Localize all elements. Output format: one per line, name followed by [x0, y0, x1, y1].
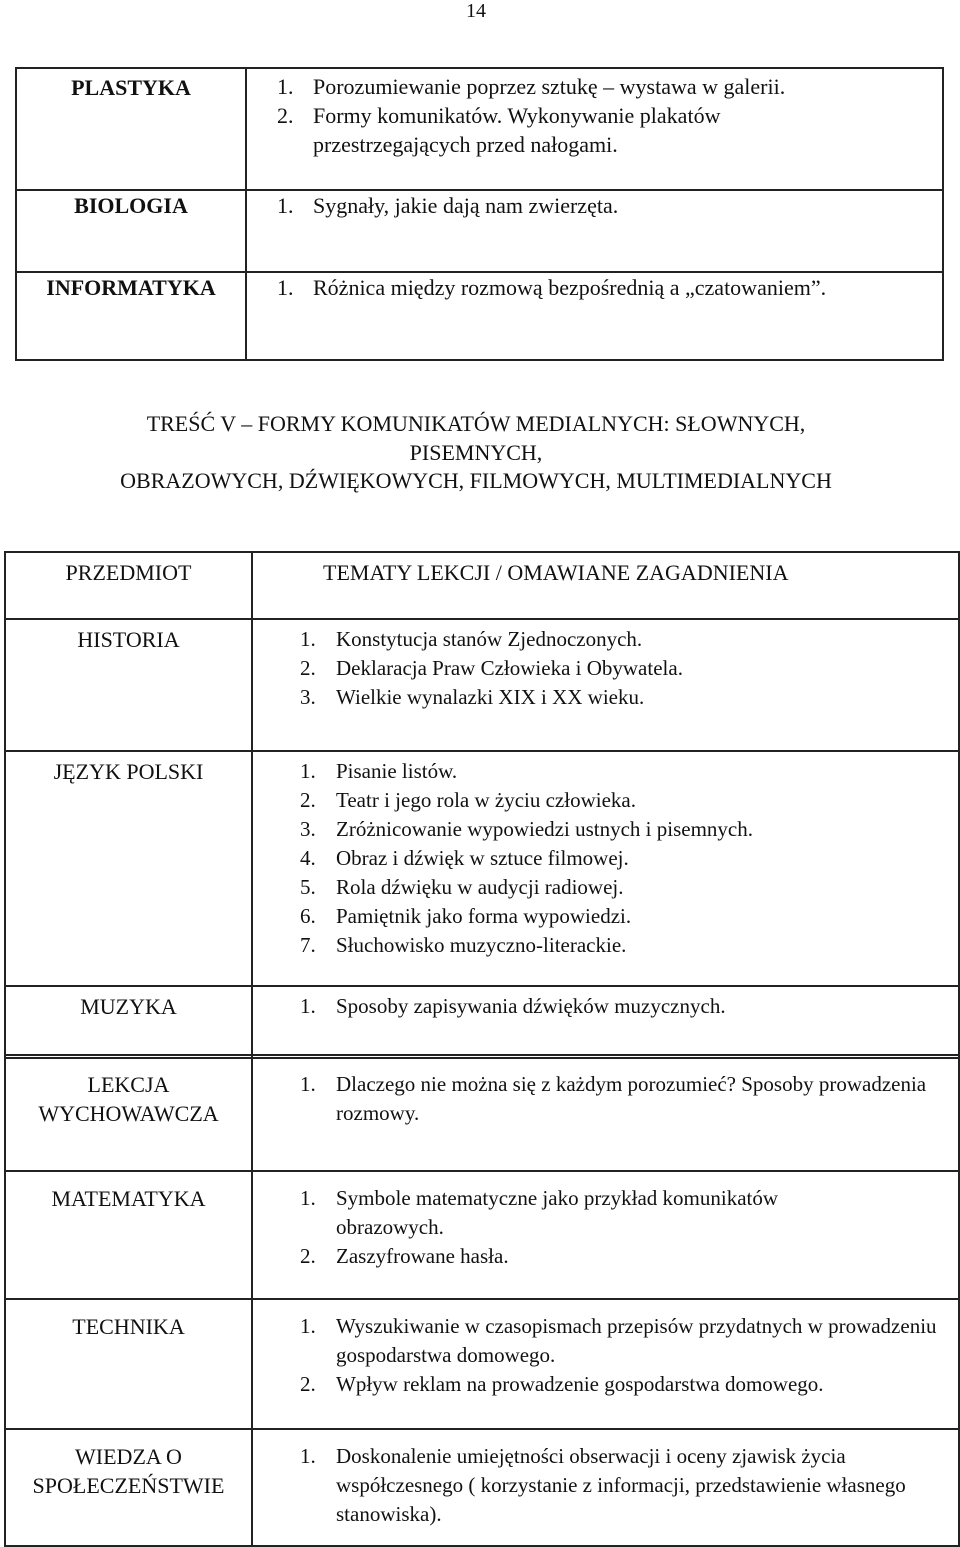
table-row [5, 1429, 959, 1546]
topics-cell [252, 1429, 959, 1546]
list-item: 1. Sygnały, jakie dają nam zwierzęta. [277, 193, 619, 218]
topics-cell [252, 1055, 959, 1171]
subject-name: TECHNIKA [72, 1314, 185, 1339]
subject-cell [16, 272, 246, 360]
section-heading [0, 410, 952, 496]
list-item: 2. Formy komunikatów. Wykonywanie plakatów przestrzegających przed nałogami. [277, 103, 721, 157]
subject-name: PLASTYKA [71, 75, 191, 100]
topics-list [300, 757, 948, 960]
subject-name: INFORMATYKA [46, 275, 216, 300]
column-header-topics: TEMATY LEKCJI / OMAWIANE ZAGADNIENIA [252, 552, 959, 619]
topics-cell [252, 619, 959, 751]
subjects-table-1 [15, 67, 944, 361]
table-row [16, 190, 943, 272]
table-row [16, 68, 943, 190]
heading-line: PISEMNYCH, [409, 439, 543, 465]
list-item: 1. Wyszukiwanie w czasopismach przepisów przydatnych w prowadzeniu gospodarstwa domowego. [300, 1314, 937, 1367]
table-row [5, 751, 959, 986]
list-item: 1. Pisanie listów. [300, 759, 458, 783]
heading-line: OBRAZOWYCH, DŹWIĘKOWYCH, FILMOWYCH, MULTIMEDIALNYCH [120, 468, 832, 493]
subject-cell [5, 1299, 252, 1429]
topics-list [300, 1312, 938, 1399]
topics-cell [252, 1171, 959, 1299]
subject-cell [5, 1171, 252, 1299]
topics-cell [246, 272, 943, 360]
topics-list [300, 992, 948, 1021]
table-row [5, 986, 959, 1058]
topics-cell [252, 1299, 959, 1429]
subject-name: MATEMATYKA [51, 1186, 206, 1211]
subject-cell [16, 190, 246, 272]
list-item: 6. Pamiętnik jako forma wypowiedzi. [300, 904, 632, 928]
topics-list [277, 273, 932, 302]
topics-list [300, 1070, 938, 1128]
table-row [16, 272, 943, 360]
topics-cell [252, 986, 959, 1058]
subject-name: WIEDZA O SPOŁECZEŃSTWIE [32, 1444, 225, 1498]
list-item: 3. Wielkie wynalazki XIX i XX wieku. [300, 685, 645, 709]
column-header-subject: PRZEDMIOT [5, 552, 252, 619]
subject-cell [5, 1055, 252, 1171]
list-item: 3. Zróżnicowanie wypowiedzi ustnych i pisemnych. [300, 817, 753, 841]
subject-name: JĘZYK POLSKI [53, 759, 204, 784]
list-item: 1. Sposoby zapisywania dźwięków muzycznych. [300, 994, 726, 1018]
table-row [5, 619, 959, 751]
list-item: 2. Zaszyfrowane hasła. [300, 1244, 509, 1268]
heading-line: TREŚĆ V – FORMY KOMUNIKATÓW MEDIALNYCH: SŁOWNYCH, [146, 411, 806, 436]
topics-list [300, 625, 948, 712]
subject-cell [5, 986, 252, 1058]
topics-cell [246, 190, 943, 272]
subjects-table-3 [4, 1054, 960, 1547]
table-header-row [5, 552, 959, 619]
list-item: 2. Deklaracja Praw Człowieka i Obywatela. [300, 656, 683, 680]
list-item: 2. Wpływ reklam na prowadzenie gospodarstwa domowego. [300, 1372, 824, 1396]
subject-name: MUZYKA [80, 994, 177, 1019]
list-item: 1. Porozumiewanie poprzez sztukę – wystawa w galerii. [277, 74, 786, 99]
list-item: 1. Symbole matematyczne jako przykład komunikatów obrazowych. [300, 1186, 779, 1239]
list-item: 1. Dlaczego nie można się z każdym porozumieć? Sposoby prowadzenia rozmowy. [300, 1072, 927, 1125]
subjects-table-2 [4, 551, 960, 1059]
topics-list [277, 72, 932, 159]
subject-cell [5, 619, 252, 751]
topics-list [300, 1184, 888, 1271]
subject-name: HISTORIA [77, 627, 180, 652]
topics-list [277, 191, 932, 220]
list-item: 1. Konstytucja stanów Zjednoczonych. [300, 627, 643, 651]
list-item: 4. Obraz i dźwięk w sztuce filmowej. [300, 846, 629, 870]
topics-cell [246, 68, 943, 190]
subject-cell [5, 1429, 252, 1546]
list-item: 7. Słuchowisko muzyczno-literackie. [300, 933, 627, 957]
list-item: 5. Rola dźwięku w audycji radiowej. [300, 875, 624, 899]
table-row [5, 1171, 959, 1299]
subject-name: BIOLOGIA [74, 193, 188, 218]
list-item: 1. Doskonalenie umiejętności obserwacji i oceny zjawisk życia współczesnego ( korzystanie z informacji, przedstawienie własnego stanowiska). [300, 1444, 906, 1526]
table-row [5, 1299, 959, 1429]
topics-cell [252, 751, 959, 986]
subject-cell [5, 751, 252, 986]
page-number: 14 [466, 0, 486, 22]
list-item: 1. Różnica między rozmową bezpośrednią a „czatowaniem”. [277, 275, 827, 300]
subject-cell [16, 68, 246, 190]
table-row [5, 1055, 959, 1171]
list-item: 2. Teatr i jego rola w życiu człowieka. [300, 788, 636, 812]
subject-name: LEKCJA WYCHOWAWCZA [38, 1072, 219, 1126]
